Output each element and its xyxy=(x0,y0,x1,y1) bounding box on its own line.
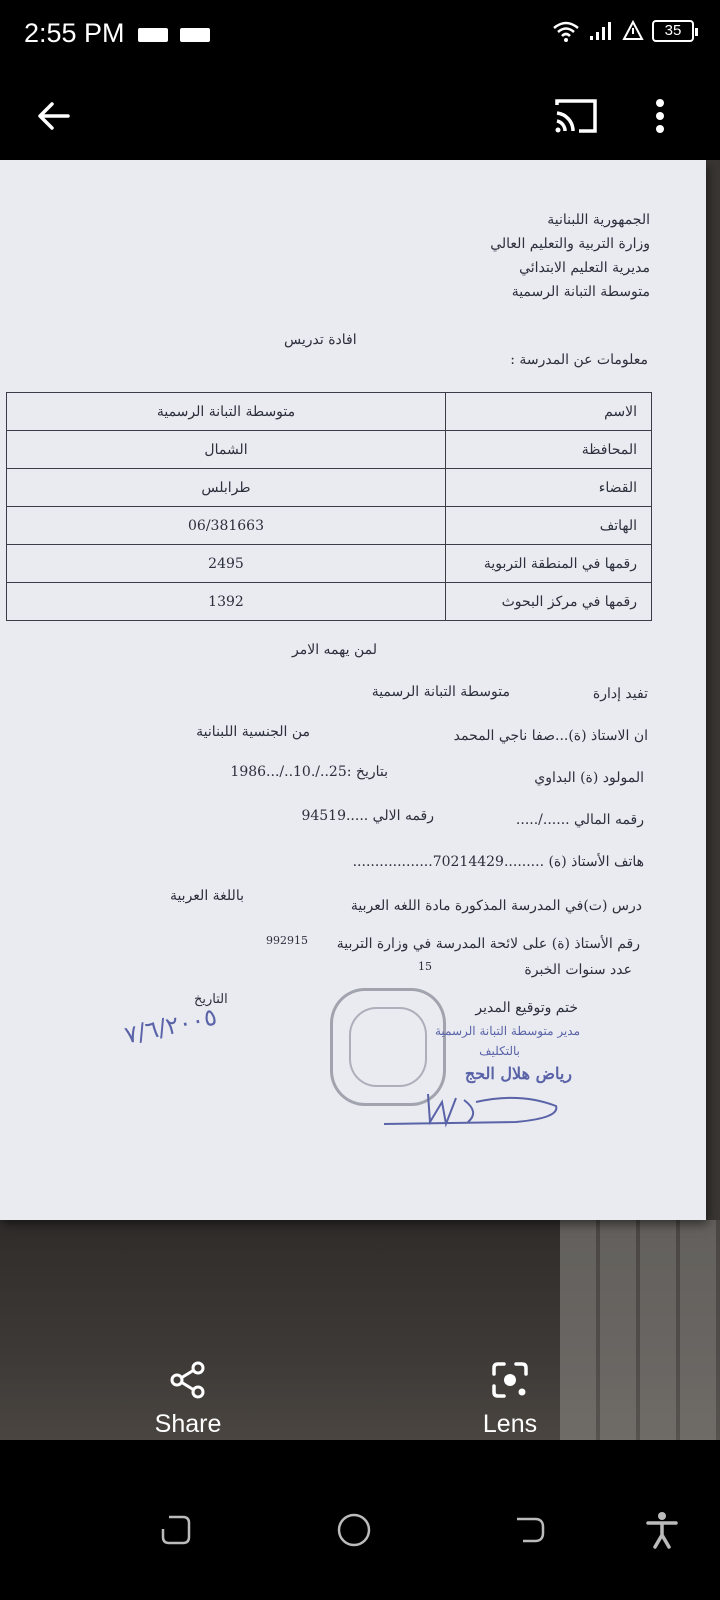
body-line: بتاريخ :25../.10../...1986 xyxy=(230,764,388,780)
back-nav-button[interactable] xyxy=(500,1500,560,1560)
cast-icon xyxy=(553,97,599,135)
battery-indicator: 35 xyxy=(652,20,694,42)
share-icon xyxy=(168,1360,208,1400)
recents-icon xyxy=(159,1513,193,1547)
body-line: تفيد إدارة xyxy=(592,686,648,702)
table-cell-label: رقمها في المنطقة التربوية xyxy=(446,545,652,583)
school-info-table xyxy=(6,392,652,621)
document-paper xyxy=(0,160,706,1220)
lens-button[interactable] xyxy=(430,1360,590,1439)
header-line: مديرية التعليم الابتدائي xyxy=(519,260,650,276)
body-line: رقم الأستاذ (ة) على لائحة المدرسة في وزارة التربية xyxy=(336,936,640,952)
table-cell-value: الشمال xyxy=(7,431,446,469)
table-cell-label: الهاتف xyxy=(446,507,652,545)
table-cell-label: القضاء xyxy=(446,469,652,507)
back-button[interactable] xyxy=(22,84,86,148)
school-info-label: معلومات عن المدرسة : xyxy=(510,352,648,368)
table-row xyxy=(7,545,652,583)
cast-button[interactable] xyxy=(544,84,608,148)
table-row xyxy=(7,583,652,621)
table-cell-label: الاسم xyxy=(446,393,652,431)
table-row xyxy=(7,393,652,431)
notification-icon xyxy=(180,28,210,42)
status-icons xyxy=(552,20,694,42)
header-line: الجمهورية اللبنانية xyxy=(547,212,650,228)
table-row xyxy=(7,431,652,469)
body-line: 15 xyxy=(418,960,432,973)
table-cell-value: 2495 xyxy=(7,545,446,583)
more-vert-icon xyxy=(654,98,666,134)
body-line: متوسطة التبانة الرسمية xyxy=(371,684,510,700)
director-title: بالتكليف xyxy=(479,1044,520,1058)
table-cell-value: متوسطة التبانة الرسمية xyxy=(7,393,446,431)
wifi-icon xyxy=(552,20,580,42)
back-arrow-icon xyxy=(36,98,72,134)
body-line: من الجنسية اللبنانية xyxy=(196,724,310,740)
date-label: التاريخ xyxy=(194,992,228,1007)
table-cell-value: طرابلس xyxy=(7,469,446,507)
signature-mark xyxy=(380,1082,570,1134)
signal-icon xyxy=(588,20,614,42)
table-cell-value: 06/381663 xyxy=(7,507,446,545)
director-name: رياض هلال الحج xyxy=(464,1064,572,1083)
to-whom-heading: لمن يهمه الامر xyxy=(292,642,377,658)
body-line: ان الاستاذ (ة)...صفا ناجي المحمد xyxy=(453,728,648,744)
alert-icon xyxy=(622,20,644,42)
back-nav-icon xyxy=(513,1513,547,1547)
body-line: 992915 xyxy=(266,934,308,947)
share-button[interactable] xyxy=(108,1360,268,1439)
table-row xyxy=(7,507,652,545)
director-title: مدير متوسطة التبانة الرسمية xyxy=(434,1024,580,1038)
recents-button[interactable] xyxy=(146,1500,206,1560)
share-label: Share xyxy=(154,1410,222,1438)
accessibility-icon xyxy=(645,1511,679,1549)
body-line: عدد سنوات الخبرة xyxy=(524,962,632,978)
body-line: درس (ت)في المدرسة المذكورة مادة اللغه العربية xyxy=(350,898,642,914)
more-options-button[interactable] xyxy=(628,84,692,148)
signature-label: ختم وتوقيع المدير xyxy=(475,1000,578,1016)
notification-icon xyxy=(138,28,168,42)
home-button[interactable] xyxy=(324,1500,384,1560)
accessibility-button[interactable] xyxy=(632,1500,692,1560)
document-title: افادة تدريس xyxy=(284,332,357,348)
body-line: رقمه المالي ....../..... xyxy=(515,812,644,828)
status-bar xyxy=(0,0,720,72)
header-line: متوسطة التبانة الرسمية xyxy=(511,284,650,300)
body-line: باللغة العربية xyxy=(169,888,244,904)
header-line: وزارة التربية والتعليم العالي xyxy=(490,236,650,252)
viewer-toolbar xyxy=(0,72,720,160)
home-icon xyxy=(336,1512,372,1548)
body-line: هاتف الأستاذ (ة) .........70214429.................. xyxy=(352,854,644,870)
table-cell-label: رقمها في مركز البحوث xyxy=(446,583,652,621)
table-cell-value: 1392 xyxy=(7,583,446,621)
table-row xyxy=(7,469,652,507)
status-time: 2:55 PM xyxy=(24,18,125,48)
body-line: رقمه الالي .....94519 xyxy=(301,808,434,824)
bottom-action-bar xyxy=(0,1360,720,1440)
lens-label: Lens xyxy=(482,1410,538,1438)
lens-icon xyxy=(490,1360,530,1400)
body-line: المولود (ة) البداوي xyxy=(534,770,644,786)
handwritten-date: ٧/٦/٢٠٠٥ xyxy=(122,1002,220,1050)
photo-viewer[interactable] xyxy=(0,160,720,1440)
system-nav-bar xyxy=(0,1440,720,1600)
table-cell-label: المحافظة xyxy=(446,431,652,469)
